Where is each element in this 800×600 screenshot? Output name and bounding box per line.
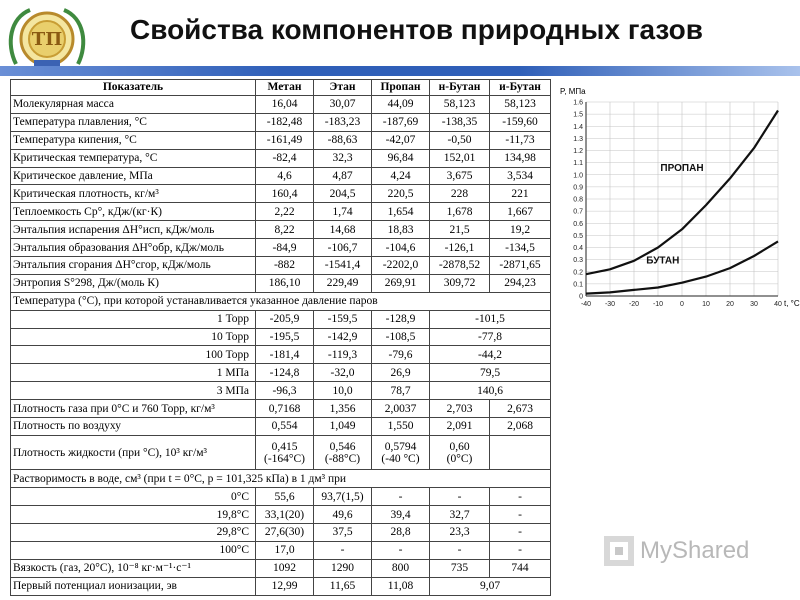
cell-temp: (-40 °С) <box>381 452 420 465</box>
cell: -882 <box>256 257 314 275</box>
row-label: Критическая плотность, кг/м³ <box>11 185 256 203</box>
cell <box>490 435 551 469</box>
table-header-row <box>11 80 551 96</box>
y-tick-label: 1.5 <box>573 111 583 119</box>
y-tick-label: 1.0 <box>573 172 583 180</box>
cell: 58,123 <box>430 96 490 114</box>
row-label: Вязкость (газ, 20°С), 10⁻⁸ кг·м⁻¹·с⁻¹ <box>11 559 256 577</box>
cell: -79,6 <box>372 346 430 364</box>
cell: -181,4 <box>256 346 314 364</box>
cell: -195,5 <box>256 328 314 346</box>
column-header: и-Бутан <box>490 80 551 96</box>
cell: 1,356 <box>314 400 372 418</box>
cell: 96,84 <box>372 149 430 167</box>
y-tick-label: 1.4 <box>573 123 583 131</box>
cell: 152,01 <box>430 149 490 167</box>
cell: - <box>490 541 551 559</box>
cell: 8,22 <box>256 221 314 239</box>
cell: -159,5 <box>314 310 372 328</box>
myshared-logo-icon <box>604 536 634 566</box>
properties-table <box>10 79 551 596</box>
table-row <box>11 310 551 328</box>
row-label: 1 Торр <box>11 310 256 328</box>
cell: -124,8 <box>256 364 314 382</box>
cell: 32,3 <box>314 149 372 167</box>
cell: 228 <box>430 185 490 203</box>
cell-value: 0,546 <box>329 440 356 453</box>
cell: -77,8 <box>430 328 551 346</box>
cell: 204,5 <box>314 185 372 203</box>
cell: 4,24 <box>372 167 430 185</box>
cell: -2871,65 <box>490 257 551 275</box>
cell: 10,0 <box>314 382 372 400</box>
cell: -106,7 <box>314 239 372 257</box>
vapor-pressure-chart <box>556 80 800 316</box>
cell: -2202,0 <box>372 257 430 275</box>
row-label: 3 МПа <box>11 382 256 400</box>
cell: 1,550 <box>372 418 430 436</box>
cell: 0,554 <box>256 418 314 436</box>
y-tick-label: 0 <box>579 293 583 301</box>
column-header: Пропан <box>372 80 430 96</box>
cell: 23,3 <box>430 524 490 542</box>
cell: 2,673 <box>490 400 551 418</box>
table-row <box>11 328 551 346</box>
cell: 27,6(30) <box>256 524 314 542</box>
cell: 26,9 <box>372 364 430 382</box>
cell: 140,6 <box>430 382 551 400</box>
cell: 3,675 <box>430 167 490 185</box>
cell: -108,5 <box>372 328 430 346</box>
row-label: 1 МПа <box>11 364 256 382</box>
table-row <box>11 559 551 577</box>
cell: 294,23 <box>490 274 551 292</box>
row-label: 19,8°С <box>11 506 256 524</box>
cell <box>430 435 490 469</box>
cell: 58,123 <box>490 96 551 114</box>
x-tick-label: -30 <box>604 301 616 308</box>
cell-value: 0,415 <box>271 440 298 453</box>
y-tick-label: 1.2 <box>573 148 583 155</box>
cell: 33,1(20) <box>256 506 314 524</box>
table-row <box>11 257 551 275</box>
y-axis-label: P, МПа <box>560 87 586 96</box>
properties-table-container <box>10 79 550 596</box>
row-label: Плотность жидкости (при °С), 10³ кг/м³ <box>11 435 256 469</box>
table-row <box>11 203 551 221</box>
cell: -88,63 <box>314 131 372 149</box>
cell: 2,22 <box>256 203 314 221</box>
cell: -159,60 <box>490 113 551 131</box>
y-tick-label: 0.8 <box>573 196 583 204</box>
row-label: Плотность по воздуху <box>11 418 256 436</box>
row-label: Энтальпия испарения ΔH°исп, кДж/моль <box>11 221 256 239</box>
cell: 186,10 <box>256 274 314 292</box>
cell: 12,99 <box>256 577 314 595</box>
cell: 3,534 <box>490 167 551 185</box>
cell: -104,6 <box>372 239 430 257</box>
cell: 1092 <box>256 559 314 577</box>
cell: 2,703 <box>430 400 490 418</box>
chart-axes <box>573 100 782 309</box>
cell: 2,091 <box>430 418 490 436</box>
cell: 744 <box>490 559 551 577</box>
row-label: Критическая температура, °С <box>11 149 256 167</box>
cell: - <box>430 488 490 506</box>
cell: 269,91 <box>372 274 430 292</box>
cell: 1290 <box>314 559 372 577</box>
series-label: ПРОПАН <box>660 163 704 175</box>
cell: -138,35 <box>430 113 490 131</box>
cell <box>314 435 372 469</box>
x-tick-label: -20 <box>628 301 640 308</box>
table-row <box>11 524 551 542</box>
cell-temp: (-164°С) <box>263 452 305 465</box>
table-row <box>11 418 551 436</box>
cell-temp: (-88°С) <box>324 452 361 465</box>
cell: 0,7168 <box>256 400 314 418</box>
x-tick-label: 20 <box>726 301 734 308</box>
cell: - <box>490 524 551 542</box>
cell: 37,5 <box>314 524 372 542</box>
cell: 1,74 <box>314 203 372 221</box>
watermark-text: MyShared <box>640 537 750 564</box>
university-logo <box>4 4 90 70</box>
cell: 32,7 <box>430 506 490 524</box>
cell: 79,5 <box>430 364 551 382</box>
x-tick-label: 10 <box>702 301 710 308</box>
y-tick-label: 0.5 <box>573 232 583 240</box>
cell <box>256 435 314 469</box>
cell: -134,5 <box>490 239 551 257</box>
row-label: Температура плавления, °С <box>11 113 256 131</box>
cell: -126,1 <box>430 239 490 257</box>
row-label: Энтальпия образования ΔH°обр, кДж/моль <box>11 239 256 257</box>
cell: -128,9 <box>372 310 430 328</box>
cell: 1,678 <box>430 203 490 221</box>
row-label: Молекулярная масса <box>11 96 256 114</box>
cell: 1,049 <box>314 418 372 436</box>
table-row <box>11 239 551 257</box>
cell: -82,4 <box>256 149 314 167</box>
cell: -1541,4 <box>314 257 372 275</box>
cell: 4,87 <box>314 167 372 185</box>
y-tick-label: 0.2 <box>573 269 583 277</box>
cell: 9,07 <box>430 577 551 595</box>
cell: 1,654 <box>372 203 430 221</box>
table-row <box>11 96 551 114</box>
cell: 220,5 <box>372 185 430 203</box>
cell: 16,04 <box>256 96 314 114</box>
row-label: Плотность газа при 0°С и 760 Торр, кг/м³ <box>11 400 256 418</box>
cell: - <box>372 488 430 506</box>
y-tick-label: 1.3 <box>573 135 583 143</box>
y-tick-label: 0.4 <box>573 245 583 252</box>
section-heading: Температура (°С), при которой устанавливается указанное давление паров <box>11 292 551 310</box>
cell: -42,07 <box>372 131 430 149</box>
cell: 93,7(1,5) <box>314 488 372 506</box>
cell: -182,48 <box>256 113 314 131</box>
cell <box>372 435 430 469</box>
cell: -44,2 <box>430 346 551 364</box>
cell: 221 <box>490 185 551 203</box>
column-header: Этан <box>314 80 372 96</box>
cell: 21,5 <box>430 221 490 239</box>
x-tick-label: 30 <box>750 301 758 308</box>
table-row <box>11 506 551 524</box>
y-tick-label: 0.3 <box>573 257 583 265</box>
row-label: Энтропия S°298, Дж/(моль К) <box>11 274 256 292</box>
cell: 2,068 <box>490 418 551 436</box>
cell: -96,3 <box>256 382 314 400</box>
section-heading: Растворимость в воде, см³ (при t = 0°С, p = 101,325 кПа) в 1 дм³ при <box>11 470 551 488</box>
cell: 30,07 <box>314 96 372 114</box>
cell: 78,7 <box>372 382 430 400</box>
column-header: Метан <box>256 80 314 96</box>
column-header: н-Бутан <box>430 80 490 96</box>
cell: 55,6 <box>256 488 314 506</box>
table-row <box>11 274 551 292</box>
column-header: Показатель <box>11 80 256 96</box>
y-tick-label: 1.1 <box>573 160 583 168</box>
row-label: Температура кипения, °С <box>11 131 256 149</box>
x-tick-label: 0 <box>680 301 684 308</box>
row-label: 0°С <box>11 488 256 506</box>
table-row <box>11 221 551 239</box>
cell: 800 <box>372 559 430 577</box>
cell: 17,0 <box>256 541 314 559</box>
cell: 4,6 <box>256 167 314 185</box>
cell: - <box>314 541 372 559</box>
row-label: 10 Торр <box>11 328 256 346</box>
cell: 735 <box>430 559 490 577</box>
table-row <box>11 541 551 559</box>
cell: 1,667 <box>490 203 551 221</box>
series-label: БУТАН <box>646 255 680 267</box>
table-row <box>11 435 551 469</box>
cell: - <box>430 541 490 559</box>
cell: -11,73 <box>490 131 551 149</box>
table-row <box>11 185 551 203</box>
x-tick-label: 40 <box>774 301 782 308</box>
header-band <box>0 66 800 76</box>
cell: 18,83 <box>372 221 430 239</box>
row-label: Критическое давление, МПа <box>11 167 256 185</box>
table-row <box>11 346 551 364</box>
y-tick-label: 0.9 <box>573 184 583 192</box>
watermark <box>604 536 749 566</box>
cell: -142,9 <box>314 328 372 346</box>
row-label: 100 Торр <box>11 346 256 364</box>
row-label: Первый потенциал ионизации, эв <box>11 577 256 595</box>
cell: 39,4 <box>372 506 430 524</box>
cell: -161,49 <box>256 131 314 149</box>
table-row <box>11 149 551 167</box>
y-tick-label: 0.1 <box>573 281 583 289</box>
table-row <box>11 364 551 382</box>
table-row <box>11 400 551 418</box>
cell: -32,0 <box>314 364 372 382</box>
cell: - <box>490 506 551 524</box>
table-body <box>11 96 551 596</box>
cell: 28,8 <box>372 524 430 542</box>
row-label: Энтальпия сгорания ΔH°сгор, кДж/моль <box>11 257 256 275</box>
x-tick-label: -40 <box>580 301 592 308</box>
cell: 44,09 <box>372 96 430 114</box>
cell: -205,9 <box>256 310 314 328</box>
cell-value: 0,5794 <box>384 440 417 453</box>
x-axis-label: t, °С <box>784 299 800 308</box>
table-row <box>11 292 551 310</box>
table-row <box>11 488 551 506</box>
cell: - <box>490 488 551 506</box>
table-row <box>11 577 551 595</box>
page-title: Свойства компонентов природных газов <box>130 14 703 45</box>
y-tick-label: 0.6 <box>573 220 583 228</box>
cell: 134,98 <box>490 149 551 167</box>
chart-svg <box>556 80 800 316</box>
cell: -119,3 <box>314 346 372 364</box>
cell: 19,2 <box>490 221 551 239</box>
table-row <box>11 113 551 131</box>
y-tick-label: 1.6 <box>573 99 583 107</box>
cell: - <box>372 541 430 559</box>
cell: 2,0037 <box>372 400 430 418</box>
cell: -101,5 <box>430 310 551 328</box>
cell: -0,50 <box>430 131 490 149</box>
cell: 11,08 <box>372 577 430 595</box>
cell: -2878,52 <box>430 257 490 275</box>
svg-text:ТП: ТП <box>31 29 63 50</box>
cell: -183,23 <box>314 113 372 131</box>
cell-temp: (0°С) <box>446 452 473 465</box>
row-label: Теплоемкость Cp°, кДж/(кг·К) <box>11 203 256 221</box>
x-tick-label: -10 <box>652 301 664 308</box>
table-row <box>11 382 551 400</box>
cell: 309,72 <box>430 274 490 292</box>
row-label: 100°С <box>11 541 256 559</box>
table-row <box>11 470 551 488</box>
cell: 14,68 <box>314 221 372 239</box>
cell: 11,65 <box>314 577 372 595</box>
cell: -84,9 <box>256 239 314 257</box>
table-row <box>11 131 551 149</box>
cell: 49,6 <box>314 506 372 524</box>
y-tick-label: 0.7 <box>573 208 583 216</box>
cell: 229,49 <box>314 274 372 292</box>
row-label: 29,8°С <box>11 524 256 542</box>
cell-value: 0,60 <box>449 440 470 453</box>
table-row <box>11 167 551 185</box>
cell: 160,4 <box>256 185 314 203</box>
cell: -187,69 <box>372 113 430 131</box>
